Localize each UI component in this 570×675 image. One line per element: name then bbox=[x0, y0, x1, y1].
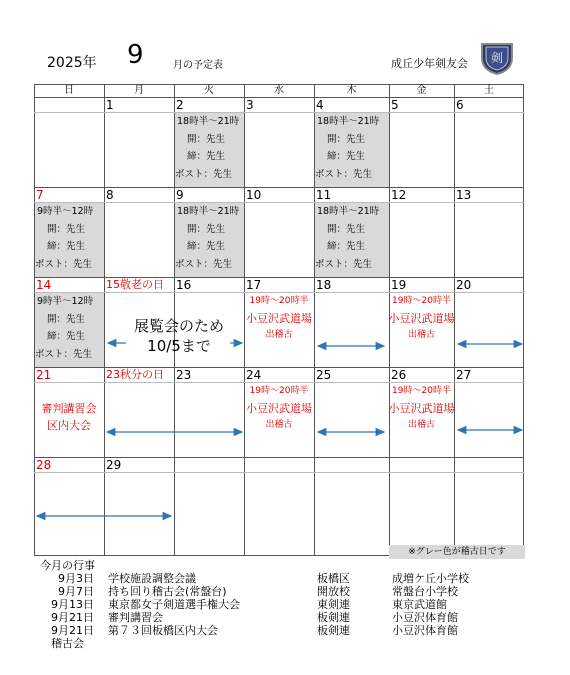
day-number: 25 bbox=[316, 368, 332, 382]
range-arrows bbox=[34, 84, 524, 556]
outside-practice-place: 小豆沢武道場 bbox=[246, 312, 312, 325]
day-number: 23秋分の日 bbox=[106, 368, 164, 381]
monthly-events bbox=[40, 559, 469, 650]
day-number: 21 bbox=[36, 368, 52, 382]
outside-practice-place: 小豆沢武道場 bbox=[246, 402, 312, 415]
practice-close: 締：先生 bbox=[327, 241, 366, 252]
practice-time: 18時半～21時 bbox=[317, 206, 380, 217]
day-number: 1 bbox=[106, 98, 114, 112]
practice-open: 開：先生 bbox=[327, 133, 366, 145]
practice-open: 開：先生 bbox=[47, 223, 86, 235]
event-name: 東京都女子剣道選手権大会 bbox=[108, 598, 240, 611]
event-row bbox=[40, 585, 458, 598]
practice-close: 締：先生 bbox=[327, 151, 366, 162]
exhibition-line2: 10/5まで bbox=[147, 337, 211, 355]
event-org: 板剣連 bbox=[317, 624, 350, 637]
event-date: 9月21日 bbox=[51, 624, 94, 637]
schedule-subtitle: 月の予定表 bbox=[173, 60, 223, 71]
day-number: 29 bbox=[106, 458, 122, 472]
practice-open: 開：先生 bbox=[327, 223, 366, 235]
practice-post: ボスト：先生 bbox=[315, 168, 373, 180]
practice-open: 開：先生 bbox=[47, 313, 86, 325]
outside-practice-time: 19時～20時半 bbox=[249, 386, 309, 396]
ward-meet: 区内大会 bbox=[47, 419, 91, 432]
practice-close: 締：先生 bbox=[47, 241, 86, 252]
day-number: 9 bbox=[176, 188, 184, 202]
outside-practice-place: 小豆沢武道場 bbox=[388, 402, 455, 415]
day-number: 23 bbox=[176, 368, 192, 382]
practice-time: 9時半～12時 bbox=[37, 296, 94, 307]
weekday-wed: 水 bbox=[274, 85, 284, 96]
day-number: 24 bbox=[246, 368, 262, 382]
club-name: 成丘少年剣友会 bbox=[391, 57, 468, 70]
day-number: 8 bbox=[106, 188, 114, 202]
practice-day-note: ※グレー色が稽古日です bbox=[389, 545, 525, 559]
day-number: 12 bbox=[391, 188, 407, 202]
event-name: 学校施設調整会議 bbox=[108, 572, 196, 585]
event-date: 9月13日 bbox=[51, 598, 94, 611]
outside-practice-label: 出稽古 bbox=[265, 330, 293, 340]
outside-practice-place: 小豆沢武道場 bbox=[388, 312, 455, 325]
outside-practice-time: 19時～20時半 bbox=[249, 296, 309, 306]
event-org: 板剣連 bbox=[317, 611, 350, 624]
practice-open: 開：先生 bbox=[187, 133, 226, 145]
practice-close: 締：先生 bbox=[47, 331, 86, 342]
event-org: 開放校 bbox=[317, 585, 350, 598]
day-number: 19 bbox=[391, 278, 407, 292]
outside-practice-label: 出稽古 bbox=[407, 420, 435, 430]
event-row bbox=[40, 598, 447, 611]
day-number: 16 bbox=[176, 278, 192, 292]
practice-time: 18時半～21時 bbox=[177, 206, 240, 217]
day-number: 27 bbox=[456, 368, 472, 382]
event-date: 9月21日 bbox=[51, 611, 94, 624]
event-org: 東剣連 bbox=[317, 598, 350, 611]
weekday-tue: 火 bbox=[204, 85, 214, 96]
practice-time: 18時半～21時 bbox=[177, 116, 240, 127]
outside-practice-time: 19時～20時半 bbox=[392, 386, 451, 396]
event-place: 小豆沢体育館 bbox=[392, 611, 458, 624]
club-emblem-icon bbox=[478, 38, 516, 76]
day-number: 20 bbox=[456, 278, 472, 292]
practice-post: ボスト：先生 bbox=[175, 258, 233, 270]
day-number: 5 bbox=[391, 98, 399, 112]
day-number: 15敬老の日 bbox=[106, 278, 164, 291]
events-title: 今月の行事 bbox=[40, 559, 95, 572]
event-row bbox=[40, 572, 469, 585]
practice-close: 締：先生 bbox=[187, 241, 226, 252]
day-number: 10 bbox=[246, 188, 262, 202]
svg-text:剣: 剣 bbox=[490, 51, 504, 65]
day-number: 18 bbox=[316, 278, 332, 292]
day-number: 2 bbox=[176, 98, 184, 112]
event-name: 審判講習会 bbox=[108, 611, 163, 624]
day-number: 26 bbox=[391, 368, 407, 382]
day-number: 28 bbox=[36, 458, 52, 472]
day-number: 6 bbox=[456, 98, 464, 112]
practice-post: ボスト：先生 bbox=[35, 258, 93, 270]
day-number: 11 bbox=[316, 188, 332, 202]
event-name: 持ち回り稽古会(常盤台) bbox=[108, 585, 227, 598]
practice-time: 9時半～12時 bbox=[37, 206, 94, 217]
day-number: 7 bbox=[36, 188, 44, 202]
event-name: 第７３回板橋区内大会 bbox=[108, 624, 218, 637]
weekday-sun: 日 bbox=[64, 85, 74, 96]
event-place: 小豆沢体育館 bbox=[392, 624, 458, 637]
day-number: 14 bbox=[36, 278, 52, 292]
practice-post: ボスト：先生 bbox=[315, 258, 373, 270]
outside-practice-time: 19時～20時半 bbox=[392, 296, 451, 306]
weekday-thu: 木 bbox=[346, 85, 357, 96]
outside-practice-label: 出稽古 bbox=[265, 420, 293, 430]
day-number: 3 bbox=[246, 98, 254, 112]
event-org: 板橋区 bbox=[317, 572, 350, 585]
practice-post: ボスト：先生 bbox=[35, 348, 93, 360]
outside-practice-label: 出稽古 bbox=[407, 330, 435, 340]
weekday-fri: 金 bbox=[416, 85, 427, 96]
day-number: 17 bbox=[246, 278, 262, 292]
month-number: 9 bbox=[127, 40, 144, 70]
practice-open: 開：先生 bbox=[187, 223, 226, 235]
weekday-mon: 月 bbox=[134, 85, 144, 96]
practice-time: 18時半～21時 bbox=[317, 116, 380, 127]
referee-class: 審判講習会 bbox=[41, 402, 97, 415]
event-date: 9月3日 bbox=[58, 572, 94, 585]
event-row bbox=[40, 611, 458, 624]
event-place: 東京武道館 bbox=[392, 598, 447, 611]
event-place: 成増ケ丘小学校 bbox=[392, 572, 469, 585]
practice-close: 締：先生 bbox=[187, 151, 226, 162]
event-row bbox=[40, 624, 458, 637]
day-number: 13 bbox=[456, 188, 472, 202]
day-number: 4 bbox=[316, 98, 324, 112]
calendar-grid bbox=[34, 84, 524, 556]
event-place: 常盤台小学校 bbox=[392, 585, 458, 598]
exhibition-line1: 展覧会のため bbox=[133, 317, 224, 335]
event-date: 9月7日 bbox=[58, 585, 94, 598]
weekday-sat: 土 bbox=[484, 85, 494, 96]
events-footer: 稽古会 bbox=[51, 637, 84, 650]
year-label: 2025年 bbox=[47, 55, 97, 71]
practice-post: ボスト：先生 bbox=[175, 168, 233, 180]
